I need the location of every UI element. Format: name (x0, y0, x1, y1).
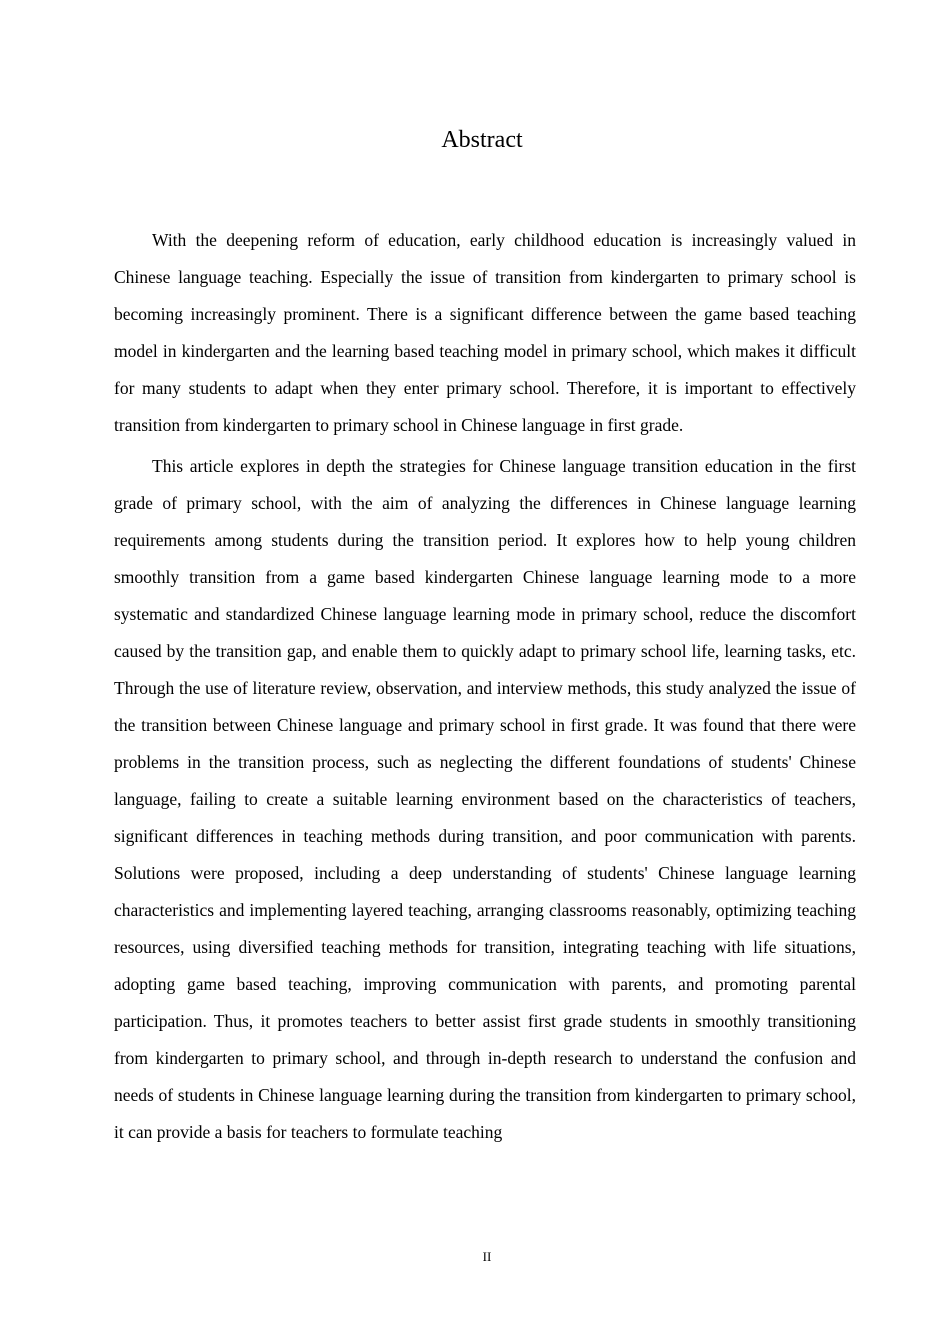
abstract-paragraph-1: With the deepening reform of education, early childhood education is increasingly valued in Chinese language teaching. Especially the issue of transition from kindergarten to primary school is becoming increasingly prominent. There is a significant difference between the game based teaching model in kindergarten and the learning based teaching model in primary school, which makes it difficult for many students to adapt when they enter primary school. Therefore, it is important to effectively transition from kindergarten to primary school in Chinese language in first grade. (114, 230, 856, 435)
abstract-title: Abstract (441, 127, 523, 153)
abstract-paragraph-2: This article explores in depth the strategies for Chinese language transition education in the first grade of primary school, with the aim of analyzing the differences in Chinese language learning requirements among students during the transition period. It explores how to help young children smoothly transition from a game based kindergarten Chinese language learning mode to a more systematic and standardized Chinese language learning mode in primary school, reduce the discomfort caused by the transition gap, and enable them to quickly adapt to primary school life, learning tasks, etc. Through the use of literature review, observation, and interview methods, this study analyzed the issue of the transition between Chinese language and primary school in first grade. It was found that there were problems in the transition process, such as neglecting the different foundations of students' Chinese language, failing to create a suitable learning environment based on the characteristics of teachers, significant differences in teaching methods during transition, and poor communication with parents. Solutions were proposed, including a deep understanding of students' Chinese language learning characteristics and implementing layered teaching, arranging classrooms reasonably, optimizing teaching resources, using diversified teaching methods for transition, integrating teaching with life situations, adopting game based teaching, improving communication with parents, and promoting parental participation. Thus, it promotes teachers to better assist first grade students in smoothly transitioning from kindergarten to primary school, and through in-depth research to understand the confusion and needs of students in Chinese language learning during the transition from kindergarten to primary school, it can provide a basis for teachers to formulate teaching (114, 456, 856, 1142)
abstract-body (114, 222, 856, 1155)
page-number: II (482, 1249, 492, 1264)
